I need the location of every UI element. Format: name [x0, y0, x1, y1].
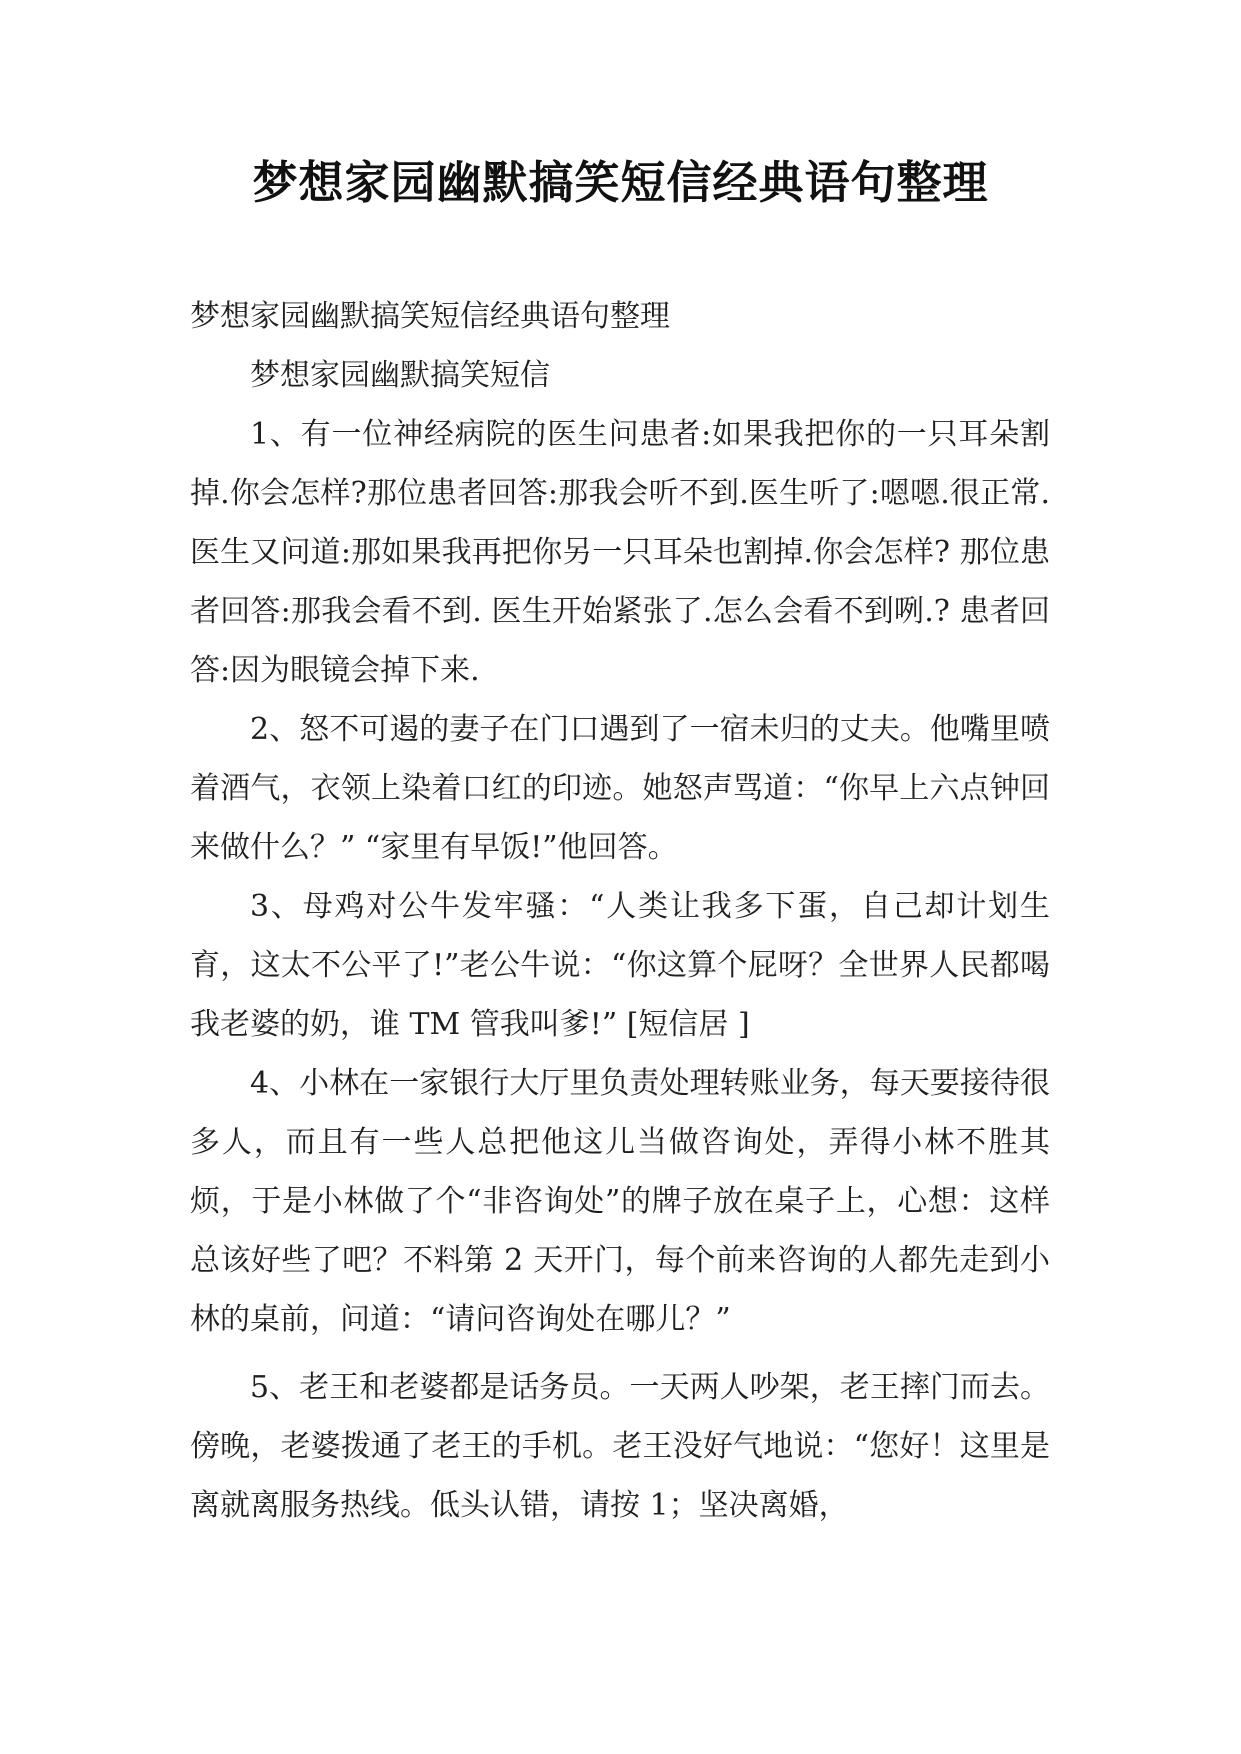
joke-paragraph-3: 3、母鸡对公牛发牢骚：“人类让我多下蛋，自己却计划生育，这太不公平了!”老公牛说：“你这算个屁呀？全世界人民都喝我老婆的奶，谁 TM 管我叫爹!” [短信居 ]	[190, 889, 1050, 1042]
intro-heading: 梦想家园幽默搞笑短信经典语句整理	[190, 299, 670, 334]
joke-paragraph-1: 1、有一位神经病院的医生问患者:如果我把你的一只耳朵割掉.你会怎样?那位患者回答:那我会听不到.医生听了:嗯嗯.很正常. 医生又问道:那如果我再把你另一只耳朵也割掉.你会怎样? 那位患者回答:那我会看不到. 医生开始紧张了.怎么会看不到咧.? 患者回答:因为眼镜会掉下来.	[190, 417, 1050, 688]
joke-paragraph-5: 5、老王和老婆都是话务员。一天两人吵架，老王摔门而去。傍晚，老婆拨通了老王的手机。老王没好气地说：“您好！这里是离就离服务热线。低头认错，请按 1；坚决离婚，	[190, 1370, 1050, 1523]
joke-paragraph-2: 2、怒不可遏的妻子在门口遇到了一宿未归的丈夫。他嘴里喷着酒气，衣领上染着口红的印迹。她怒声骂道：“你早上六点钟回来做什么？” “家里有早饭!”他回答。	[190, 712, 1050, 865]
document-title: 梦想家园幽默搞笑短信经典语句整理	[252, 156, 989, 209]
section-subheading: 梦想家园幽默搞笑短信	[250, 358, 550, 393]
joke-paragraph-4: 4、小林在一家银行大厅里负责处理转账业务，每天要接待很多人，而且有一些人总把他这儿当做咨询处，弄得小林不胜其烦，于是小林做了个“非咨询处”的牌子放在桌子上，心想：这样总该好些了吧？不料第 2 天开门，每个前来咨询的人都先走到小林的桌前，问道：“请问咨询处在哪儿？”	[190, 1066, 1050, 1337]
document-body	[190, 287, 1050, 1535]
